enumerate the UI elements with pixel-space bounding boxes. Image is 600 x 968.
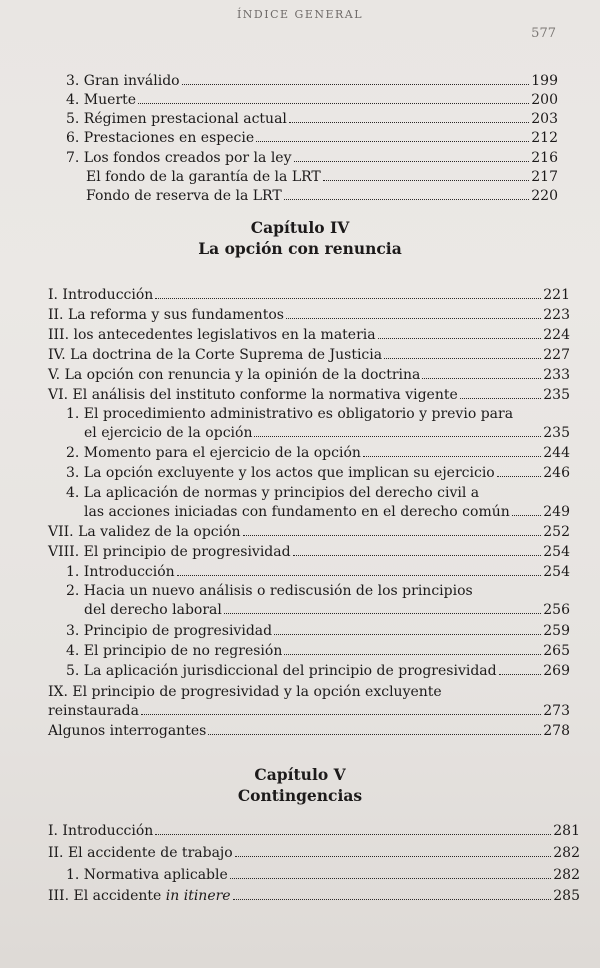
- toc-entry: 4. Muerte 200: [66, 92, 558, 108]
- toc-entry: V. La opción con renuncia y la opinión de la doctrina 233: [48, 367, 570, 383]
- toc-entry-first-line: 4. La aplicación de normas y principios del derecho civil a: [66, 485, 480, 501]
- chapter-label: Capítulo V: [254, 765, 346, 784]
- toc-entry: I. Introducción 281: [48, 823, 580, 839]
- toc-entry: 7. Los fondos creados por la ley 216: [66, 150, 558, 166]
- toc-entry: IV. La doctrina de la Corte Suprema de Justicia 227: [48, 347, 570, 363]
- toc-entry: 5. La aplicación jurisdiccional del principio de progresividad 269: [66, 663, 570, 679]
- toc-entry: 3. Gran inválido 199: [66, 73, 558, 89]
- toc-entry: del derecho laboral 256: [84, 602, 570, 618]
- toc-entry-first-line: 1. El procedimiento administrativo es obligatorio y previo para: [66, 406, 514, 422]
- toc-entry: las acciones iniciadas con fundamento en el derecho común 249: [84, 504, 570, 520]
- toc-entry: 1. Normativa aplicable 282: [66, 867, 580, 883]
- chapter-title: Contingencias: [237, 786, 363, 805]
- italic-term: in itinere: [165, 888, 231, 904]
- toc-entry: 4. El principio de no regresión 265: [66, 643, 570, 659]
- toc-entry: I. Introducción 221: [48, 287, 570, 303]
- toc-entry: 6. Prestaciones en especie 212: [66, 130, 558, 146]
- page-number: 577: [531, 26, 556, 41]
- toc-entry: 3. Principio de progresividad 259: [66, 623, 570, 639]
- toc-entry: El fondo de la garantía de la LRT 217: [86, 169, 558, 185]
- toc-entry: Algunos interrogantes 278: [48, 723, 570, 739]
- toc-entry: III. los antecedentes legislativos en la materia 224: [48, 327, 570, 343]
- chapter-label: Capítulo IV: [250, 218, 350, 237]
- toc-entry: II. La reforma y sus fundamentos 223: [48, 307, 570, 323]
- toc-entry: III. El accidente in itinere 285: [48, 888, 580, 904]
- toc-entry-first-line: 2. Hacia un nuevo análisis o rediscusión de los principios: [66, 583, 473, 599]
- toc-entry: 1. Introducción 254: [66, 564, 570, 580]
- chapter-title: La opción con renuncia: [198, 239, 402, 258]
- toc-entry: 3. La opción excluyente y los actos que implican su ejercicio 246: [66, 465, 570, 481]
- toc-entry: VI. El análisis del instituto conforme la normativa vigente 235: [48, 387, 570, 403]
- toc-entry: II. El accidente de trabajo 282: [48, 845, 580, 861]
- toc-entry: Fondo de reserva de la LRT 220: [86, 188, 558, 204]
- toc-entry-first-line: IX. El principio de progresividad y la opción excluyente: [48, 684, 442, 700]
- running-title: ÍNDICE GENERAL: [236, 8, 364, 21]
- toc-entry: 5. Régimen prestacional actual 203: [66, 111, 558, 127]
- toc-entry: reinstaurada 273: [48, 703, 570, 719]
- toc-entry: VII. La validez de la opción 252: [48, 524, 570, 540]
- toc-entry: el ejercicio de la opción 235: [84, 425, 570, 441]
- toc-entry: 2. Momento para el ejercicio de la opción 244: [66, 445, 570, 461]
- toc-entry: VIII. El principio de progresividad 254: [48, 544, 570, 560]
